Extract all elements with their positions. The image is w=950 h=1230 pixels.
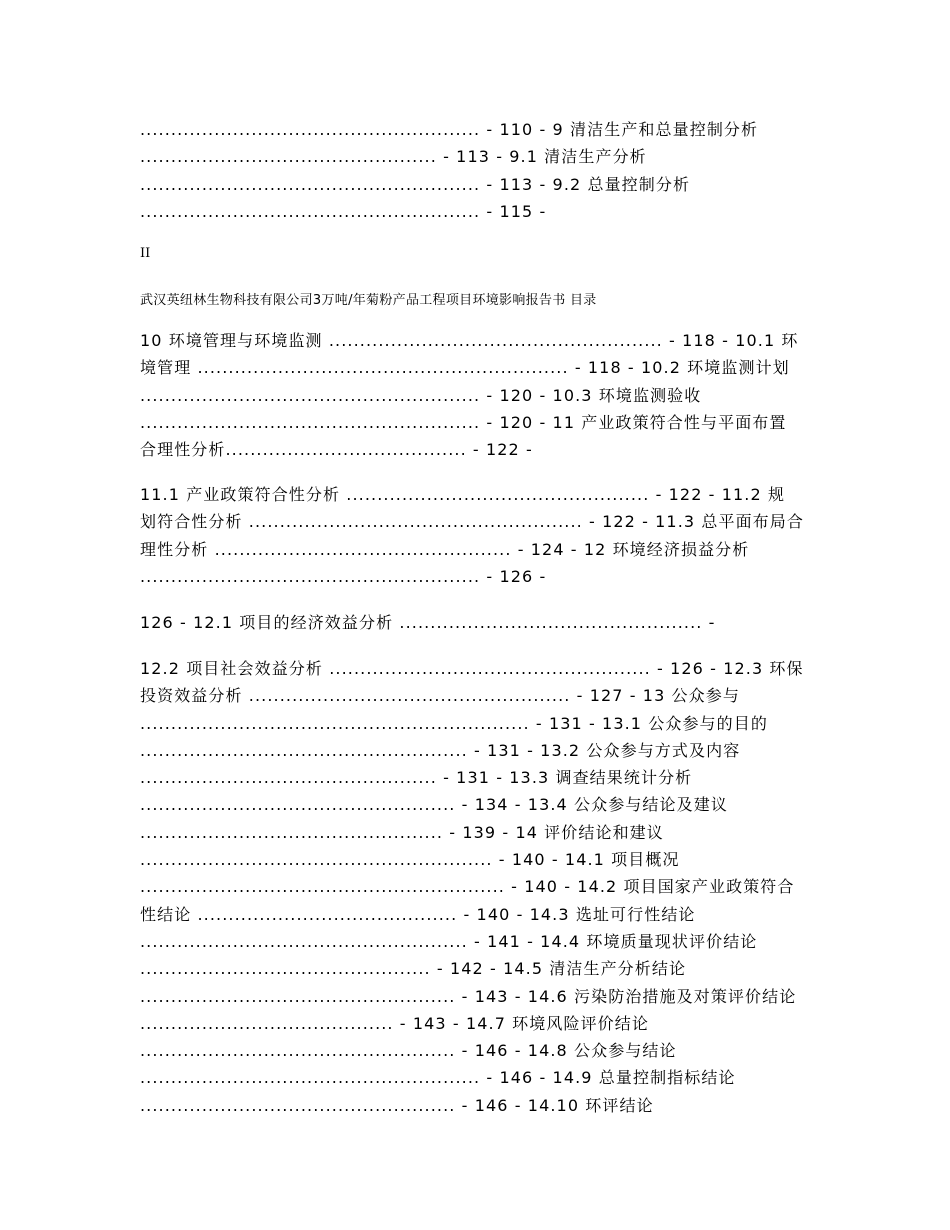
toc-line: ................................................... - 146 - 14.10 环评结论 (140, 1095, 654, 1115)
toc-line: ..................................................... - 141 - 14.4 环境质量现状评价结论 (140, 931, 758, 951)
toc-line: ................................................ - 131 - 13.3 调查结果统计分析 (140, 768, 693, 788)
toc-line: ....................................................... - 126 - (140, 566, 547, 586)
toc-line: ............................................................... - 131 - 13.1 公众参与的目的 (140, 713, 768, 733)
toc-line: ................................................ - 113 - 9.1 清洁生产分析 (140, 147, 647, 167)
toc-line: ................................................... - 146 - 14.8 公众参与结论 (140, 1041, 677, 1061)
toc-block-section-10 (140, 327, 820, 463)
toc-line: ........................................................... - 140 - 14.2 项目国家产业政策符合 (140, 877, 795, 897)
toc-line: ..................................................... - 131 - 13.2 公众参与方式及内容 (140, 740, 741, 760)
toc-line: ............................................... - 142 - 14.5 清洁生产分析结论 (140, 959, 687, 979)
toc-line: ................................................... - 143 - 14.6 污染防治措施及对策评价结论 (140, 986, 797, 1006)
toc-block-section-12-2 (140, 655, 820, 1119)
toc-block-section-12-1 (140, 609, 820, 636)
toc-line: ....................................................... - 146 - 14.9 总量控制指标结论 (140, 1068, 736, 1088)
toc-line: 11.1 产业政策符合性分析 ................................................. - 122 - 11.2 规 (140, 485, 786, 504)
toc-line: 境管理 ............................................................ - 118 - 10.2 环境监测计划 (140, 358, 790, 378)
page-number: II (140, 246, 151, 261)
toc-line: 126 - 12.1 项目的经济效益分析 ................................................. - (140, 613, 716, 632)
toc-line: 10 环境管理与环境监测 ...................................................... - 118 - 10.1 环 (140, 331, 799, 350)
toc-line: 12.2 项目社会效益分析 .................................................... - 126 - 12.3 环保 (140, 659, 804, 678)
toc-line: ................................................. - 139 - 14 评价结论和建议 (140, 822, 664, 842)
toc-block-section-11 (140, 481, 820, 590)
toc-line: ....................................................... - 120 - 10.3 环境监测验收 (140, 385, 702, 405)
toc-line: 划符合性分析 ...................................................... - 122 - 11.3 总平面布局合 (140, 512, 804, 532)
toc-line: 投资效益分析 .................................................... - 127 - 13 公众参与 (140, 686, 740, 706)
toc-line: ......................................... - 143 - 14.7 环境风险评价结论 (140, 1013, 649, 1033)
toc-line: ......................................................... - 140 - 14.1 项目概况 (140, 850, 680, 870)
running-header: 武汉英纽林生物科技有限公司3万吨/年菊粉产品工程项目环境影响报告书 目录 (140, 293, 597, 308)
toc-line: ....................................................... - 115 - (140, 201, 547, 221)
toc-line: ....................................................... - 110 - 9 清洁生产和总量控制分析 (140, 120, 759, 139)
toc-line: ................................................... - 134 - 13.4 公众参与结论及建议 (140, 795, 728, 815)
toc-line: ....................................................... - 113 - 9.2 总量控制分析 (140, 174, 691, 194)
toc-line: 理性分析 ................................................ - 124 - 12 环境经济损益分析 (140, 539, 750, 559)
toc-block-top (140, 116, 820, 225)
toc-line: 合理性分析....................................... - 122 - (140, 440, 533, 460)
toc-line: ....................................................... - 120 - 11 产业政策符合性与平面布置 (140, 412, 787, 432)
toc-line: 性结论 .......................................... - 140 - 14.3 选址可行性结论 (140, 904, 696, 924)
